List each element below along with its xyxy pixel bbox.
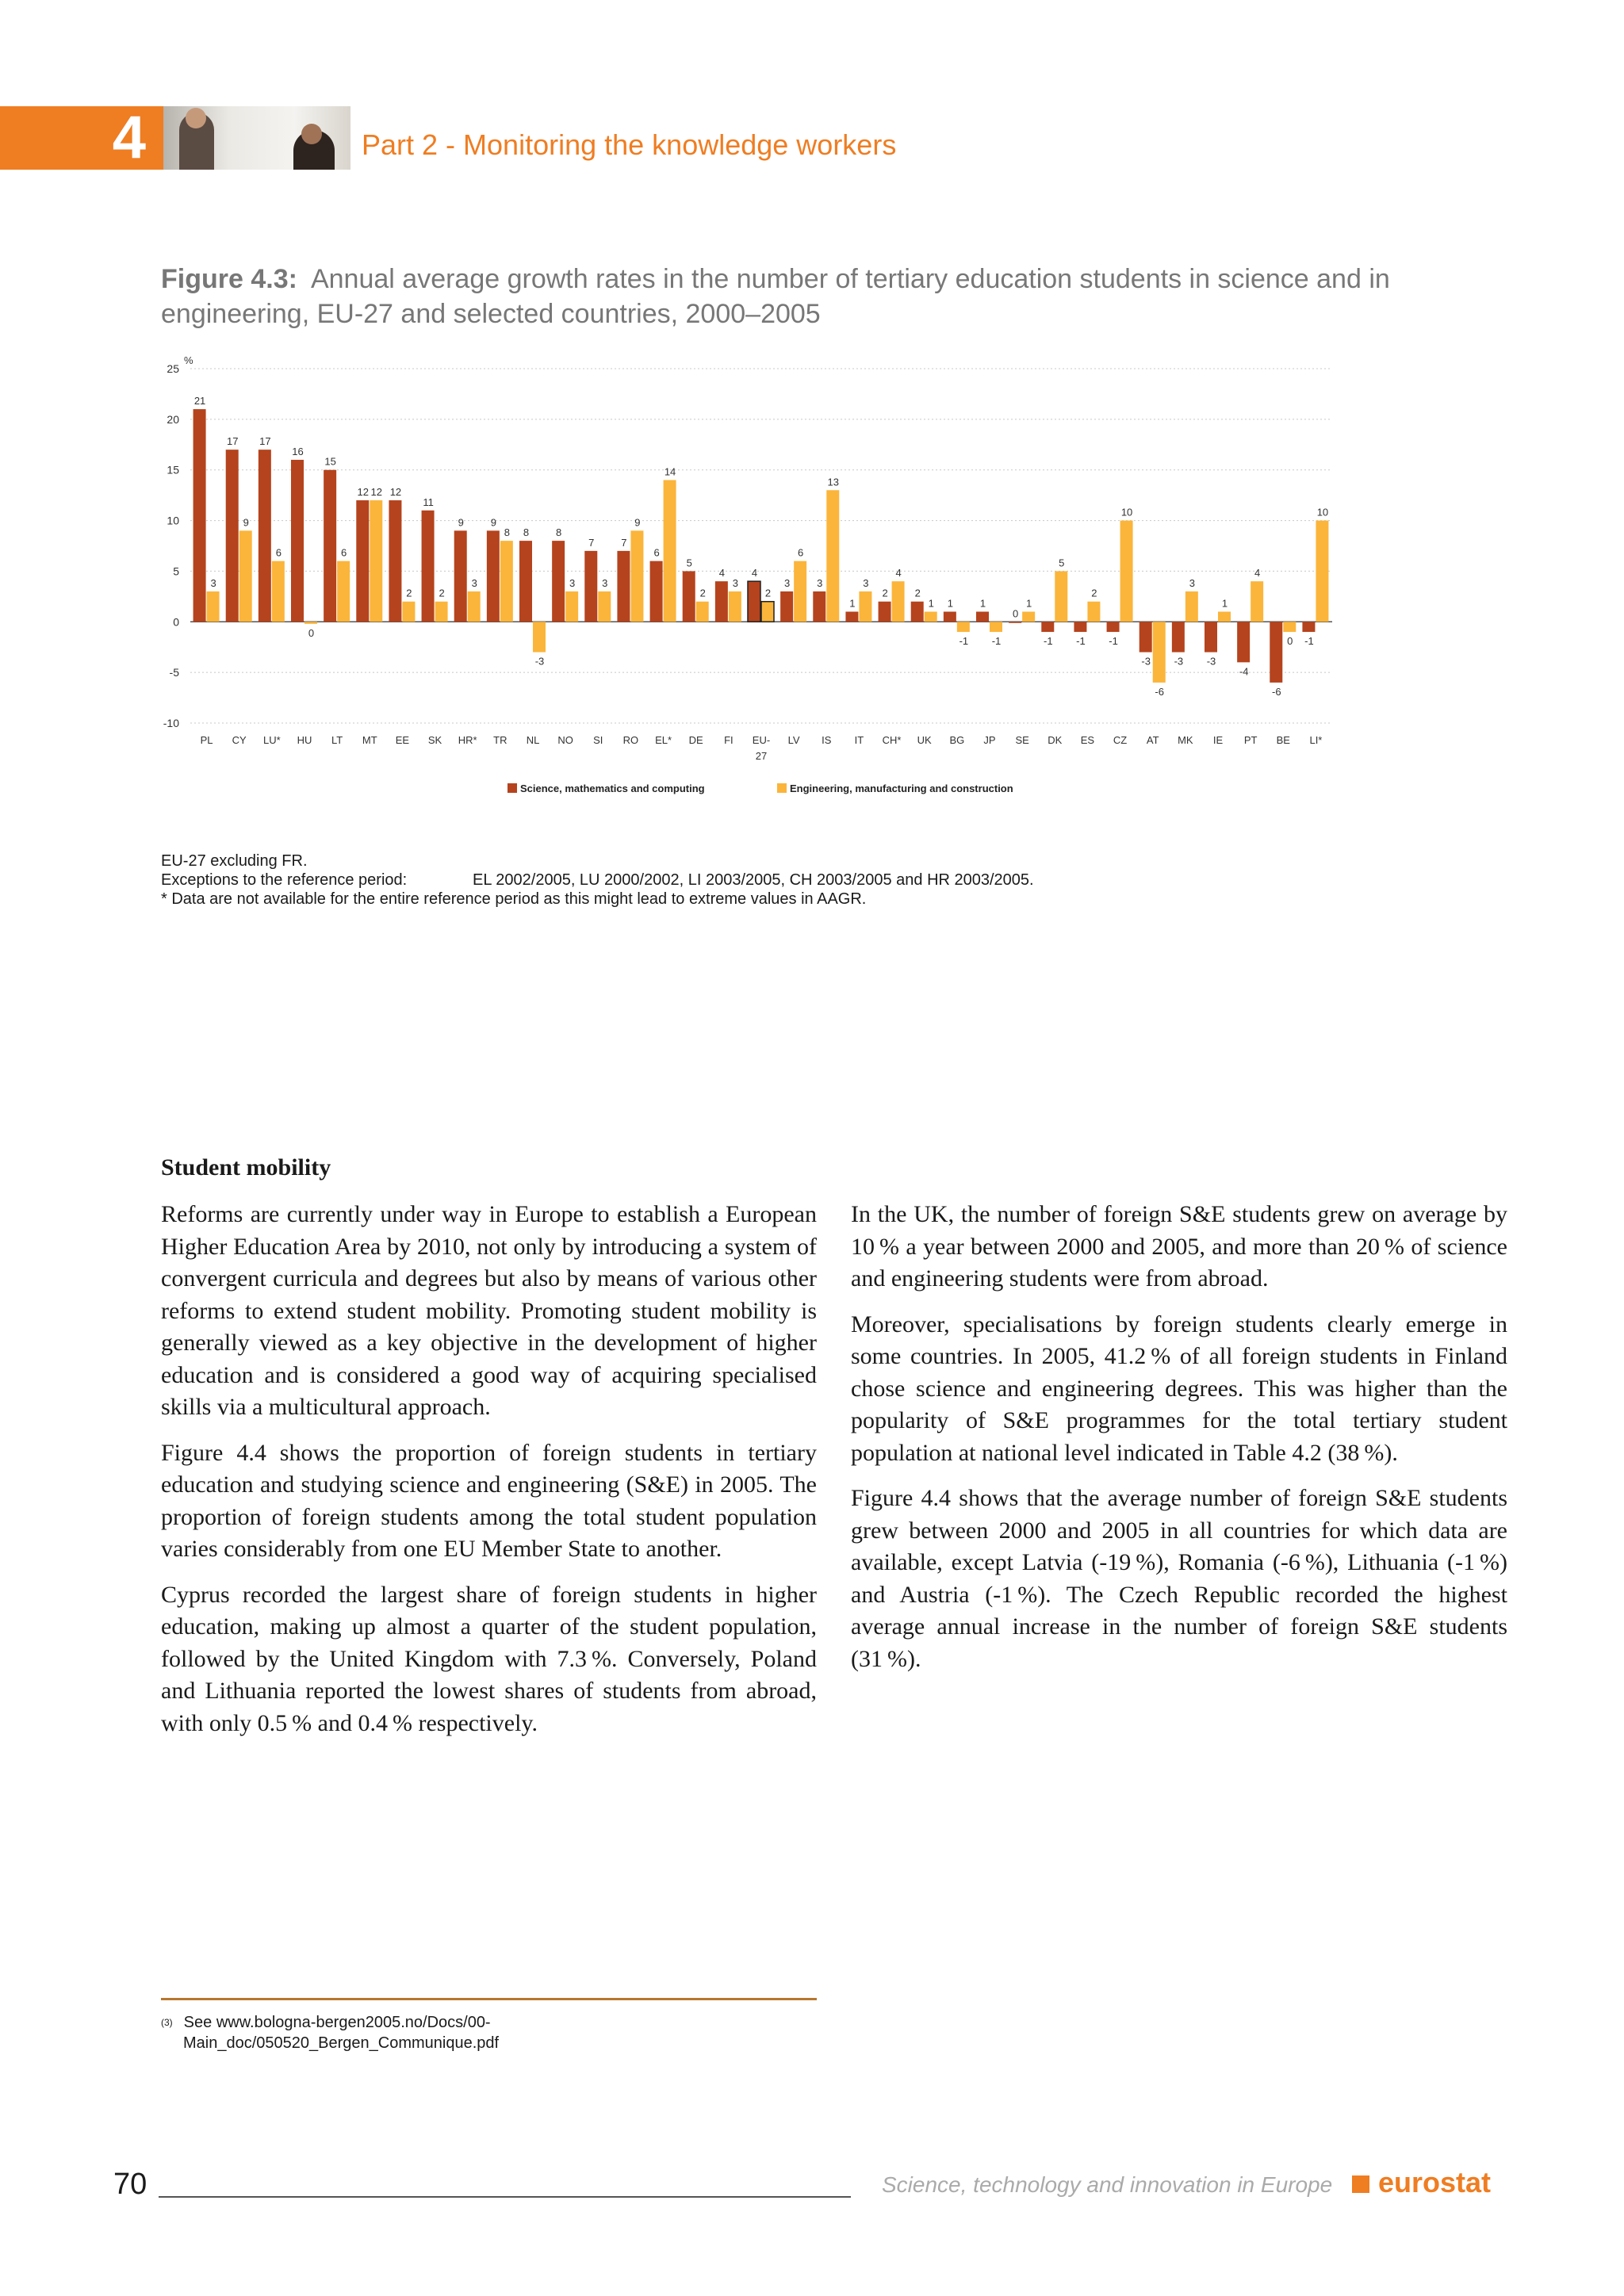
bar-engineering <box>1087 602 1100 622</box>
data-label: 9 <box>458 516 464 529</box>
bar-engineering <box>598 591 611 622</box>
bar-engineering <box>533 622 546 652</box>
legend-swatch <box>508 783 517 793</box>
note-asterisk: * Data are not available for the entire reference period as this might lead to extreme values in AAGR. <box>161 890 867 908</box>
data-label: 4 <box>895 567 902 580</box>
bar-science <box>683 571 695 622</box>
legend-label: Science, mathematics and computing <box>520 783 705 794</box>
paragraph: Figure 4.4 shows that the average number of foreign S&E students grew between 2000 and 2005 in all countries for which data are available, except Latvia (-19 %), Romania (-6 %), Lithuania (-1 %) and Austria (-1 %). The Czech Republic recorded the highest average annual increase in the number of foreign S&E students (31 %). <box>851 1485 1507 1672</box>
bar-science <box>389 500 401 622</box>
data-label: 1 <box>849 597 856 610</box>
data-label: 3 <box>863 576 869 589</box>
bar-engineering <box>630 530 643 622</box>
bar-engineering <box>239 530 252 622</box>
bar-engineering <box>761 602 774 622</box>
data-label: 0 <box>1013 607 1019 620</box>
data-label: -1 <box>991 635 1002 648</box>
x-tick-label: JP <box>983 734 996 746</box>
bar-science <box>487 530 500 622</box>
data-label: 2 <box>699 587 706 599</box>
paragraph: Reforms are currently under way in Europe to establish a European Higher Education Area by 2010, not only by introducing a system of convergent curricula and degrees but also by means of various other reforms to extend student mobility. Promoting student mobility is generally viewed as a key objective in the development of higher education and is considered a good way of acquiring specialised skills via a multicultural approach. <box>161 1201 817 1420</box>
x-tick-label: MK <box>1178 734 1193 746</box>
y-tick-label: 10 <box>167 514 179 527</box>
data-label: -6 <box>1155 685 1164 698</box>
x-tick-label: TR <box>493 734 508 746</box>
bar-engineering <box>892 581 905 622</box>
x-tick-label: DE <box>688 734 703 746</box>
footnote-text-1[interactable]: See www.bologna-bergen2005.no/Docs/00- <box>183 2014 491 2031</box>
data-label: 4 <box>751 567 758 580</box>
bar-science <box>259 450 271 622</box>
data-label: -3 <box>1174 655 1184 668</box>
data-label: 3 <box>602 576 608 589</box>
data-label: 12 <box>357 486 370 499</box>
bar-engineering <box>435 602 448 622</box>
data-label: -3 <box>534 655 545 668</box>
note-exceptions-label: Exceptions to the reference period: <box>161 871 408 889</box>
data-label: 3 <box>817 576 823 589</box>
page-number: 70 <box>113 2168 147 2201</box>
data-label: 11 <box>423 496 434 508</box>
bar-science <box>519 541 532 622</box>
figure-label: Figure 4.3: <box>161 264 297 294</box>
data-label: 5 <box>686 557 692 569</box>
figure-title-text: Annual average growth rates in the number of tertiary education students in science and in engineering, EU-27 and selected countries, 2000–2005 <box>161 264 1390 329</box>
section-heading: Student mobility <box>161 1154 331 1181</box>
note-exceptions <box>161 871 1034 890</box>
data-label: 7 <box>588 536 595 549</box>
data-label: 6 <box>798 546 804 559</box>
bar-engineering <box>925 612 937 622</box>
bar-science <box>845 612 858 622</box>
bar-engineering <box>304 622 317 624</box>
data-label: 3 <box>471 576 477 589</box>
x-tick-label: EE <box>395 734 410 746</box>
data-label: 12 <box>370 486 383 499</box>
bar-science <box>944 612 956 622</box>
x-tick-label: HU <box>297 734 312 746</box>
data-label: 9 <box>634 516 641 529</box>
bar-engineering <box>1316 521 1328 622</box>
data-label: 17 <box>226 435 239 448</box>
brand-square-icon <box>1352 2175 1369 2193</box>
x-tick-label: LV <box>787 734 800 746</box>
paragraph: Cyprus recorded the largest share of foreign students in higher education, making up almost a quarter of the student population, followed by the United Kingdom with 7.3 %. Conversely, Poland and Lithuania reported the lowest shares of students from abroad, with only 0.5 % and 0.4 % respectively. <box>161 1581 817 1736</box>
footer-divider <box>159 2196 851 2198</box>
x-tick-label: EL* <box>655 734 672 746</box>
bar-science <box>1172 622 1185 652</box>
bar-engineering <box>1153 622 1166 683</box>
bar-engineering <box>990 622 1002 632</box>
data-label: 6 <box>341 546 347 559</box>
x-tick-label: LU* <box>263 734 281 746</box>
x-tick-label: SK <box>427 734 442 746</box>
data-label: 3 <box>569 576 576 589</box>
bar-science <box>1237 622 1250 662</box>
bar-science <box>552 541 565 622</box>
bar-science <box>291 460 304 622</box>
x-tick-label: AT <box>1146 734 1159 746</box>
chapter-number: 4 <box>0 106 163 170</box>
data-label: 1 <box>1026 597 1032 610</box>
data-label: -1 <box>1109 635 1118 648</box>
text-column-left <box>161 1199 817 1753</box>
data-label: 6 <box>275 546 282 559</box>
bar-engineering <box>468 591 481 622</box>
y-tick-label: 20 <box>167 412 179 426</box>
x-tick-label: MT <box>362 734 377 746</box>
data-label: 1 <box>979 597 986 610</box>
data-label: 3 <box>1189 576 1195 589</box>
x-tick-label: IS <box>822 734 832 746</box>
data-label: 14 <box>664 465 676 478</box>
data-label: -6 <box>1272 685 1281 698</box>
x-tick-label: LI* <box>1309 734 1323 746</box>
bar-science <box>650 561 663 622</box>
data-label: 5 <box>1059 557 1065 569</box>
data-label: 8 <box>504 526 510 539</box>
bar-engineering <box>500 541 513 622</box>
bar-engineering <box>696 602 709 622</box>
x-tick-label: BG <box>949 734 965 746</box>
x-tick-label: IE <box>1212 734 1224 746</box>
data-label: 6 <box>653 546 660 559</box>
paragraph: Figure 4.4 shows the proportion of foreign students in tertiary education and studying science and engineering (S&E) in 2005. The proportion of foreign students among the total student population varies considerably from one EU Member State to another. <box>161 1439 817 1562</box>
bar-engineering <box>1218 612 1231 622</box>
bar-science <box>879 602 891 622</box>
x-tick-label: NO <box>557 734 573 746</box>
data-label: 1 <box>947 597 953 610</box>
bar-engineering <box>272 561 285 622</box>
publication-title: Science, technology and innovation in Europe <box>882 2172 1333 2197</box>
bar-science <box>324 470 336 622</box>
bar-engineering <box>794 561 806 622</box>
bar-engineering <box>729 591 741 622</box>
bar-science <box>911 602 924 622</box>
bar-science <box>1107 622 1120 632</box>
data-label: 3 <box>210 576 216 589</box>
bar-science <box>1139 622 1152 652</box>
bar-science <box>748 581 760 622</box>
bar-science <box>1270 622 1282 683</box>
data-label: 3 <box>732 576 738 589</box>
bar-engineering <box>1283 622 1296 632</box>
bar-science <box>1205 622 1217 652</box>
x-tick-label: SE <box>1015 734 1029 746</box>
bar-science <box>715 581 728 622</box>
data-label: 1 <box>1221 597 1228 610</box>
data-label: 17 <box>259 435 271 448</box>
bar-science <box>813 591 825 622</box>
data-label: 7 <box>621 536 627 549</box>
x-tick-label: LT <box>331 734 343 746</box>
x-tick-label: FI <box>724 734 733 746</box>
data-label: 10 <box>1120 506 1133 519</box>
bar-science <box>454 530 467 622</box>
bar-science <box>584 551 597 622</box>
x-tick-label: EU- <box>752 734 771 746</box>
y-tick-label: 5 <box>173 564 179 578</box>
x-tick-label: UK <box>917 734 932 746</box>
bar-engineering <box>402 602 415 622</box>
footnote-mark: (3) <box>161 2017 173 2028</box>
footnote <box>161 2012 499 2053</box>
y-tick-label: -5 <box>169 666 179 679</box>
data-label: 2 <box>439 587 445 599</box>
x-tick-label: 27 <box>755 750 768 762</box>
data-label: 2 <box>406 587 412 599</box>
bar-science <box>356 500 369 622</box>
bar-engineering <box>370 500 382 622</box>
x-tick-label: RO <box>622 734 639 746</box>
bar-engineering <box>1251 581 1263 622</box>
data-label: 4 <box>1254 567 1261 580</box>
bar-chart <box>159 349 1340 801</box>
data-label: 8 <box>556 526 562 539</box>
bar-science <box>226 450 239 622</box>
y-tick-label: -10 <box>163 717 179 729</box>
bar-engineering <box>565 591 578 622</box>
x-tick-label: CY <box>232 734 247 746</box>
data-label: 0 <box>1287 635 1293 648</box>
data-label: -1 <box>959 635 969 648</box>
bar-engineering <box>1055 571 1067 622</box>
footnote-divider <box>161 1998 817 2000</box>
data-label: 2 <box>882 587 888 599</box>
data-label: 21 <box>193 395 206 408</box>
x-tick-label: IT <box>854 734 864 746</box>
x-tick-label: CZ <box>1113 734 1128 746</box>
bar-engineering <box>1022 612 1035 622</box>
bar-science <box>422 511 435 622</box>
data-label: -1 <box>1076 635 1086 648</box>
x-tick-label: NL <box>526 734 540 746</box>
data-label: 3 <box>784 576 791 589</box>
bar-science <box>1074 622 1086 632</box>
paragraph: Moreover, specialisations by foreign students clearly emerge in some countries. In 2005, 41.2 % of all foreign students in Finland chose science and engineering degrees. This was higher than the popularity of S&E programmes for the total tertiary student population at national level indicated in Table 4.2 (38 %). <box>851 1311 1507 1466</box>
bar-science <box>976 612 989 622</box>
bar-engineering <box>664 480 676 622</box>
x-tick-label: SI <box>593 734 603 746</box>
part-title: Part 2 - Monitoring the knowledge workers <box>362 128 897 161</box>
bar-engineering <box>1120 521 1133 622</box>
data-label: 4 <box>718 567 725 580</box>
data-label: 1 <box>928 597 934 610</box>
data-label: 12 <box>389 486 402 499</box>
bar-engineering <box>859 591 871 622</box>
legend-label: Engineering, manufacturing and construction <box>790 783 1013 794</box>
bar-engineering <box>826 490 839 622</box>
note-exceptions-value: EL 2002/2005, LU 2000/2002, LI 2003/2005, CH 2003/2005 and HR 2003/2005. <box>473 871 1034 889</box>
x-tick-label: HR* <box>458 734 477 746</box>
note-eu27: EU-27 excluding FR. <box>161 852 308 870</box>
x-tick-label: ES <box>1080 734 1095 746</box>
x-tick-label: CH* <box>882 734 902 746</box>
data-label: 13 <box>827 476 840 488</box>
data-label: -3 <box>1206 655 1216 668</box>
eurostat-logo: eurostat <box>1378 2166 1492 2198</box>
data-label: -1 <box>1044 635 1053 648</box>
data-label: 8 <box>523 526 530 539</box>
x-tick-label: PL <box>200 734 213 746</box>
bar-science <box>617 551 630 622</box>
x-tick-label: DK <box>1048 734 1063 746</box>
x-tick-label: BE <box>1276 734 1290 746</box>
bar-science <box>1302 622 1315 632</box>
data-label: 2 <box>764 587 772 599</box>
data-label: 10 <box>1316 506 1329 519</box>
bar-science <box>1009 622 1021 623</box>
data-label: 15 <box>324 455 336 468</box>
bar-engineering <box>207 591 220 622</box>
y-tick-label: 0 <box>173 615 179 629</box>
data-label: 2 <box>1091 587 1097 599</box>
bar-science <box>1041 622 1054 632</box>
header-photo <box>163 106 350 170</box>
data-label: -4 <box>1239 665 1249 678</box>
legend-swatch <box>777 783 787 793</box>
data-label: 2 <box>914 587 921 599</box>
figure-title <box>161 262 1461 331</box>
bar-science <box>193 409 206 622</box>
bar-engineering <box>337 561 350 622</box>
data-label: 9 <box>243 516 249 529</box>
data-label: 0 <box>308 626 315 639</box>
y-tick-label: 25 <box>167 362 179 375</box>
text-column-right <box>851 1199 1507 1689</box>
bar-engineering <box>1185 591 1198 622</box>
x-tick-label: PT <box>1243 734 1258 746</box>
data-label: -1 <box>1304 635 1314 648</box>
data-label: -3 <box>1141 655 1151 668</box>
y-axis-unit: % <box>184 354 193 366</box>
bar-science <box>780 591 793 622</box>
data-label: 9 <box>490 516 496 529</box>
bar-engineering <box>957 622 970 632</box>
paragraph: In the UK, the number of foreign S&E students grew on average by 10 % a year between 2000 and 2005, and more than 20 % of science and engineering students were from abroad. <box>851 1201 1507 1292</box>
data-label: 16 <box>292 445 304 457</box>
footnote-text-2[interactable]: Main_doc/050520_Bergen_Communique.pdf <box>183 2034 500 2052</box>
y-tick-label: 15 <box>167 463 179 476</box>
figure-notes <box>161 851 1034 909</box>
